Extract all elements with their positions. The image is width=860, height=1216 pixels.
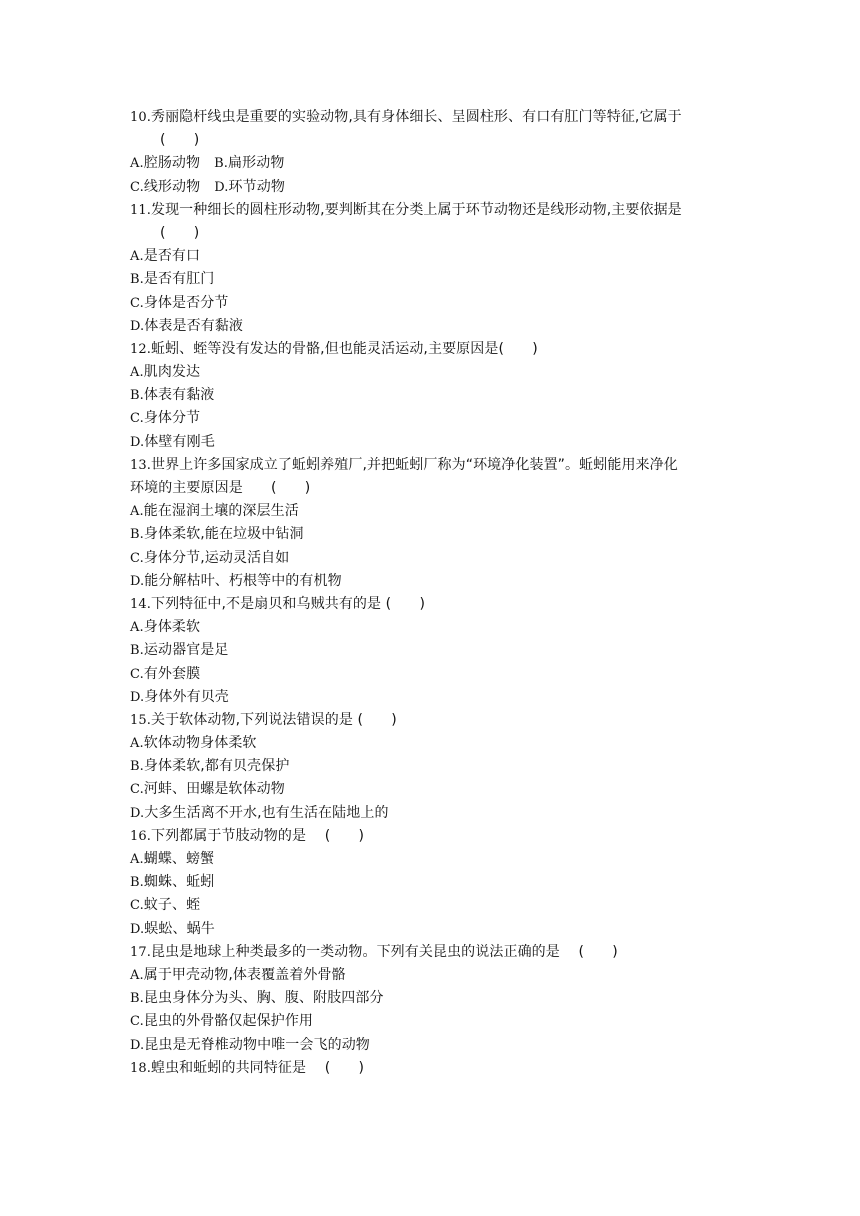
question-number: 18. [130, 1060, 151, 1076]
question-number: 12. [130, 341, 151, 357]
option-text: 大多生活离不开水,也有生活在陆地上的 [144, 804, 389, 821]
option-text: 环节动物 [228, 178, 285, 195]
option-text: 河蚌、田螺是软体动物 [143, 781, 285, 798]
option-text: 身体是否分节 [143, 294, 229, 311]
option-label: D. [130, 434, 145, 450]
option-text: 软体动物身体柔软 [143, 735, 257, 752]
question-text: 发现一种细长的圆柱形动物,要判断其在分类上属于环节动物还是线形动物,主要依据是 [150, 201, 682, 218]
option-label: B. [130, 272, 144, 288]
option-label: A. [130, 365, 144, 381]
question-number: 13. [130, 457, 151, 473]
option-label: D. [130, 1037, 145, 1053]
question-stem [130, 825, 740, 848]
option-label: C. [130, 550, 144, 566]
option-label: D. [130, 318, 145, 334]
option-text: 蜘蛛、蚯蚓 [143, 874, 215, 891]
question-text: 关于软体动物,下列说法错误的是 ( ) [150, 711, 397, 728]
option-label: B. [130, 643, 144, 659]
option-item [130, 292, 740, 315]
question-stem [130, 593, 740, 616]
option-label: B. [130, 875, 144, 891]
option-text: 属于甲壳动物,体表覆盖着外骨骼 [143, 966, 346, 983]
option-text: 能在湿润土壤的深层生活 [143, 503, 299, 520]
option-text: 身体柔软,能在垃圾中钻洞 [143, 526, 304, 543]
option-text: 身体分节,运动灵活自如 [143, 549, 290, 566]
option-item [130, 384, 740, 407]
option-text: 体表是否有黏液 [144, 317, 243, 334]
option-text: 能分解枯叶、朽根等中的有机物 [144, 572, 342, 589]
question-list [130, 106, 740, 1080]
option-label: A. [130, 620, 144, 636]
option-text: 肌肉发达 [143, 364, 201, 381]
option-text: 体壁有刚毛 [144, 433, 215, 450]
option-row [130, 152, 740, 175]
question-text: 下列特征中,不是扇贝和乌贼共有的是 ( ) [150, 595, 426, 612]
option-item [130, 407, 740, 430]
option-text: 运动器官是足 [143, 642, 229, 659]
question-stem [130, 1057, 740, 1080]
option-text: 腔肠动物 [143, 155, 201, 172]
option-label: D. [130, 921, 145, 937]
option-label: C. [130, 411, 144, 427]
question-stem [130, 338, 740, 361]
option-item [130, 361, 740, 384]
option-label: B. [214, 156, 229, 172]
option-item [130, 1034, 740, 1057]
option-text: 有外套膜 [143, 665, 201, 682]
option-label: B. [130, 388, 144, 404]
option-label: B. [130, 527, 144, 543]
option-label: C. [130, 295, 144, 311]
question-text-continued: ( ) [160, 224, 200, 241]
question-number: 16. [130, 828, 151, 844]
question-stem [130, 941, 740, 964]
option-label: A. [130, 249, 144, 265]
option-item [130, 570, 740, 593]
option-item [130, 268, 740, 291]
option-item [130, 918, 740, 941]
option-row [130, 176, 740, 199]
option-item [130, 500, 740, 523]
option-item [130, 686, 740, 709]
option-text: 蝴蝶、螃蟹 [143, 851, 215, 867]
option-text: 体表有黏液 [143, 387, 215, 404]
option-label: D. [130, 573, 145, 589]
question-number: 14. [130, 596, 151, 612]
option-item [130, 987, 740, 1010]
question-text-continued: 环境的主要原因是 ( ) [130, 480, 311, 496]
question-stem [130, 454, 740, 477]
option-label: A. [130, 852, 144, 867]
option-label: C. [130, 898, 144, 914]
option-text: 身体柔软 [143, 619, 201, 636]
option-item [130, 523, 740, 546]
option-text: 身体外有贝壳 [144, 688, 229, 705]
option-text: 线形动物 [143, 178, 201, 195]
option-item [130, 871, 740, 894]
option-label: D. [130, 689, 145, 705]
option-text: 扁形动物 [228, 155, 285, 172]
question-text-continued: ( ) [160, 132, 200, 149]
option-label: A. [130, 504, 144, 520]
option-text: 身体分节 [143, 410, 201, 427]
option-text: 身体柔软,都有贝壳保护 [143, 758, 290, 775]
question-text: 蚯蚓、蛭等没有发达的骨骼,但也能灵活运动,主要原因是( ) [150, 340, 538, 357]
option-item [130, 802, 740, 825]
option-item [130, 547, 740, 570]
option-item [130, 431, 740, 454]
question-number: 10. [130, 110, 151, 125]
question-number: 11. [130, 202, 151, 218]
question-stem [130, 106, 740, 129]
option-text: 昆虫的外骨骼仅起保护作用 [143, 1013, 314, 1030]
option-text: 昆虫身体分为头、胸、腹、附肢四部分 [143, 990, 384, 1007]
question-text: 世界上许多国家成立了蚯蚓养殖厂,并把蚯蚓厂称为“环境净化装置”。蚯蚓能用来净化 [150, 456, 678, 473]
option-label: B. [130, 991, 144, 1007]
option-label: A. [130, 967, 144, 983]
option-item [130, 964, 740, 987]
option-item [130, 848, 740, 871]
option-text: 蚊子、蛭 [143, 897, 201, 914]
question-text: 秀丽隐杆线虫是重要的实验动物,具有身体细长、呈圆柱形、有口有肛门等特征,它属于 [150, 109, 682, 125]
option-label: D. [214, 179, 229, 195]
question-stem [130, 709, 740, 732]
option-item [130, 245, 740, 268]
question-text: 蝗虫和蚯蚓的共同特征是 ( ) [150, 1059, 365, 1076]
option-label: D. [130, 805, 145, 821]
option-label: C. [130, 1014, 144, 1030]
option-text: 蜈蚣、蜗牛 [144, 920, 215, 937]
option-item [130, 778, 740, 801]
option-text: 是否有肛门 [143, 271, 215, 288]
question-number: 17. [130, 944, 151, 960]
option-label: C. [130, 179, 144, 195]
option-item [130, 1010, 740, 1033]
question-text: 昆虫是地球上种类最多的一类动物。下列有关昆虫的说法正确的是 ( ) [150, 943, 618, 960]
option-item [130, 732, 740, 755]
question-number: 15. [130, 712, 151, 728]
question-text: 下列都属于节肢动物的是 ( ) [150, 827, 365, 844]
option-label: A. [130, 156, 144, 172]
option-item [130, 616, 740, 639]
option-text: 是否有口 [143, 248, 201, 265]
question-stem [130, 199, 740, 222]
option-item [130, 639, 740, 662]
option-label: C. [130, 782, 144, 798]
option-text: 昆虫是无脊椎动物中唯一会飞的动物 [144, 1036, 370, 1053]
option-item [130, 663, 740, 686]
option-label: B. [130, 759, 144, 775]
option-item [130, 755, 740, 778]
option-item [130, 894, 740, 917]
option-label: C. [130, 666, 144, 682]
option-item [130, 315, 740, 338]
option-label: A. [130, 736, 144, 752]
